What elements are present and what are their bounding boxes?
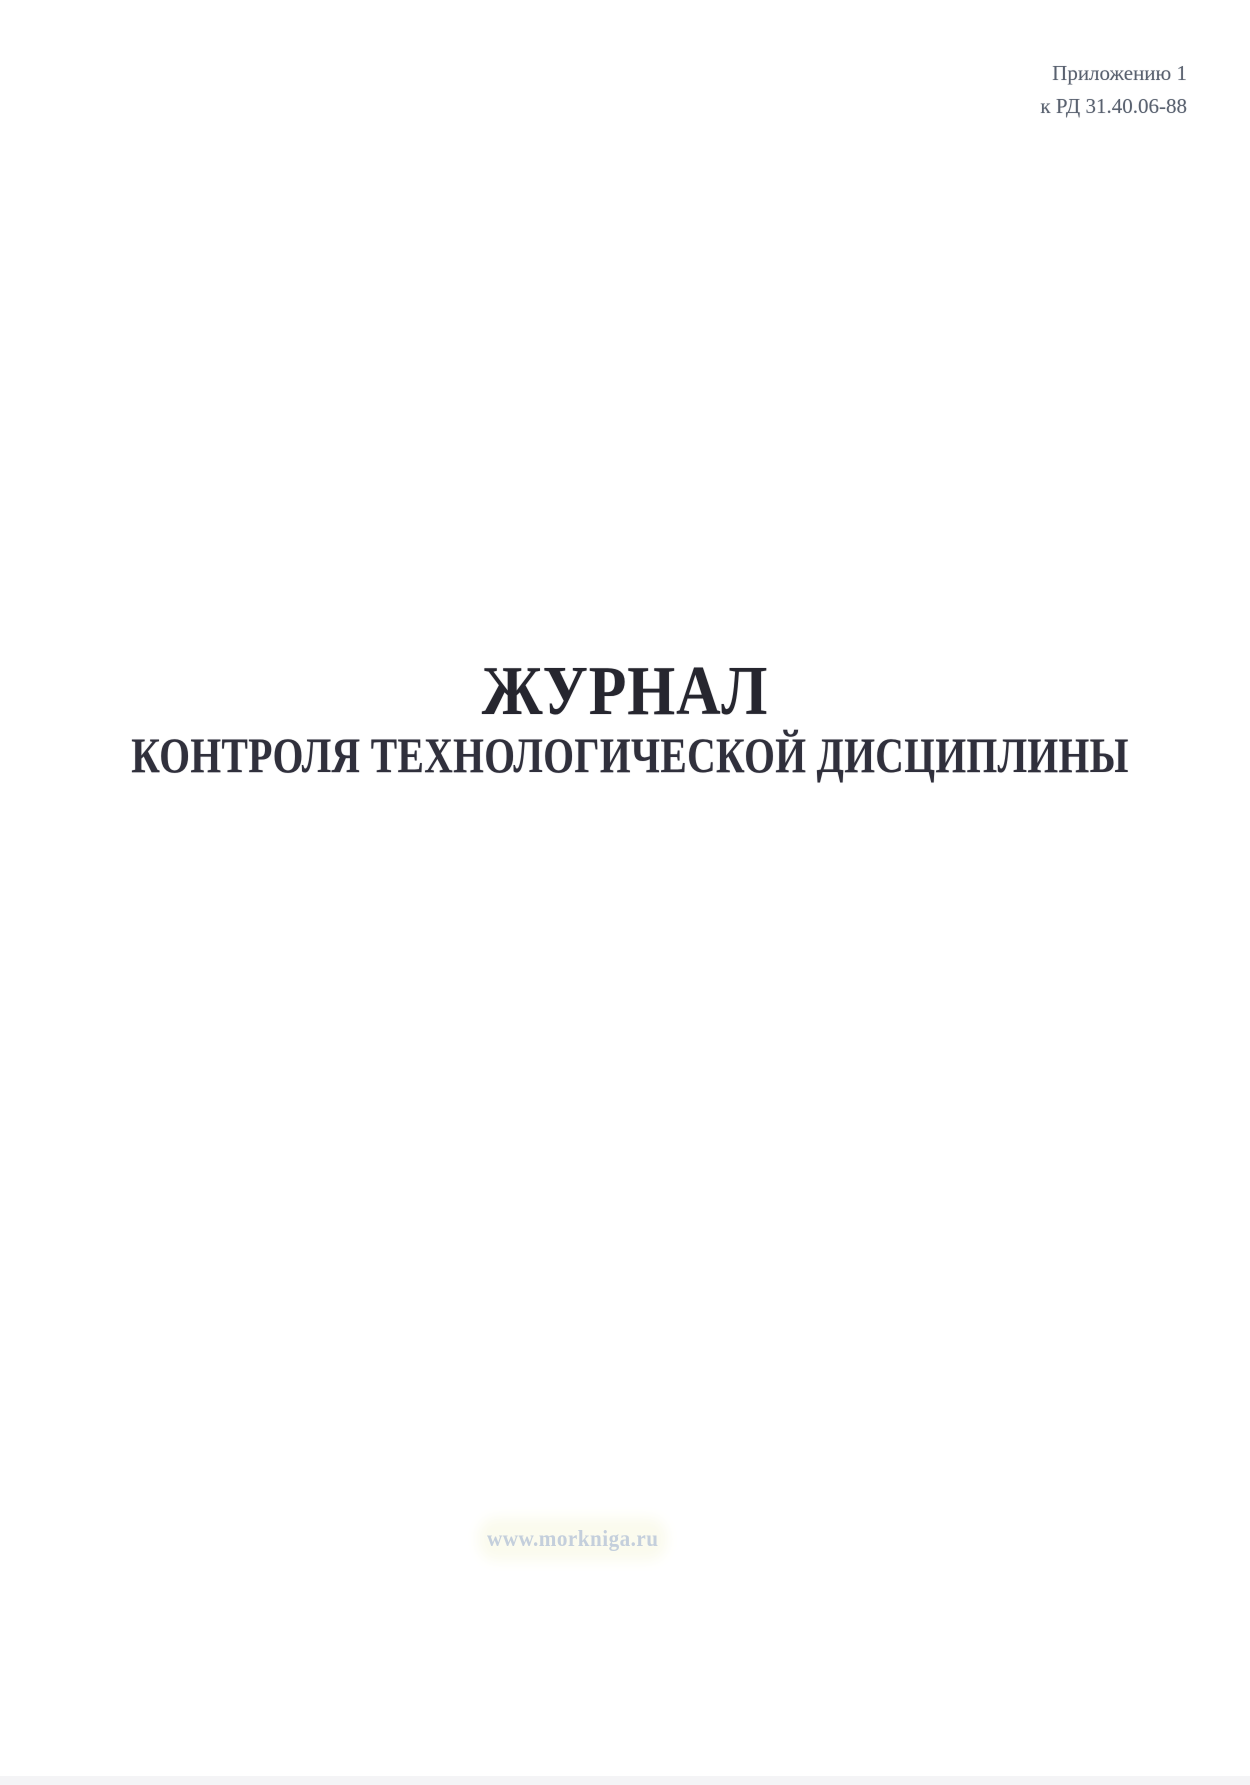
appendix-reference-line1: Приложению 1	[1052, 61, 1187, 85]
title-block	[0, 655, 1250, 781]
appendix-reference-line2: к РД 31.40.06-88	[1040, 94, 1187, 118]
document-subtitle: КОНТРОЛЯ ТЕХНОЛОГИЧЕСКОЙ ДИСЦИПЛИНЫ	[131, 727, 1129, 783]
appendix-reference	[1040, 57, 1187, 123]
scan-bottom-edge	[0, 1776, 1250, 1785]
site-watermark: www.morkniga.ru	[487, 1526, 659, 1551]
document-title: ЖУРНАЛ	[481, 653, 769, 730]
